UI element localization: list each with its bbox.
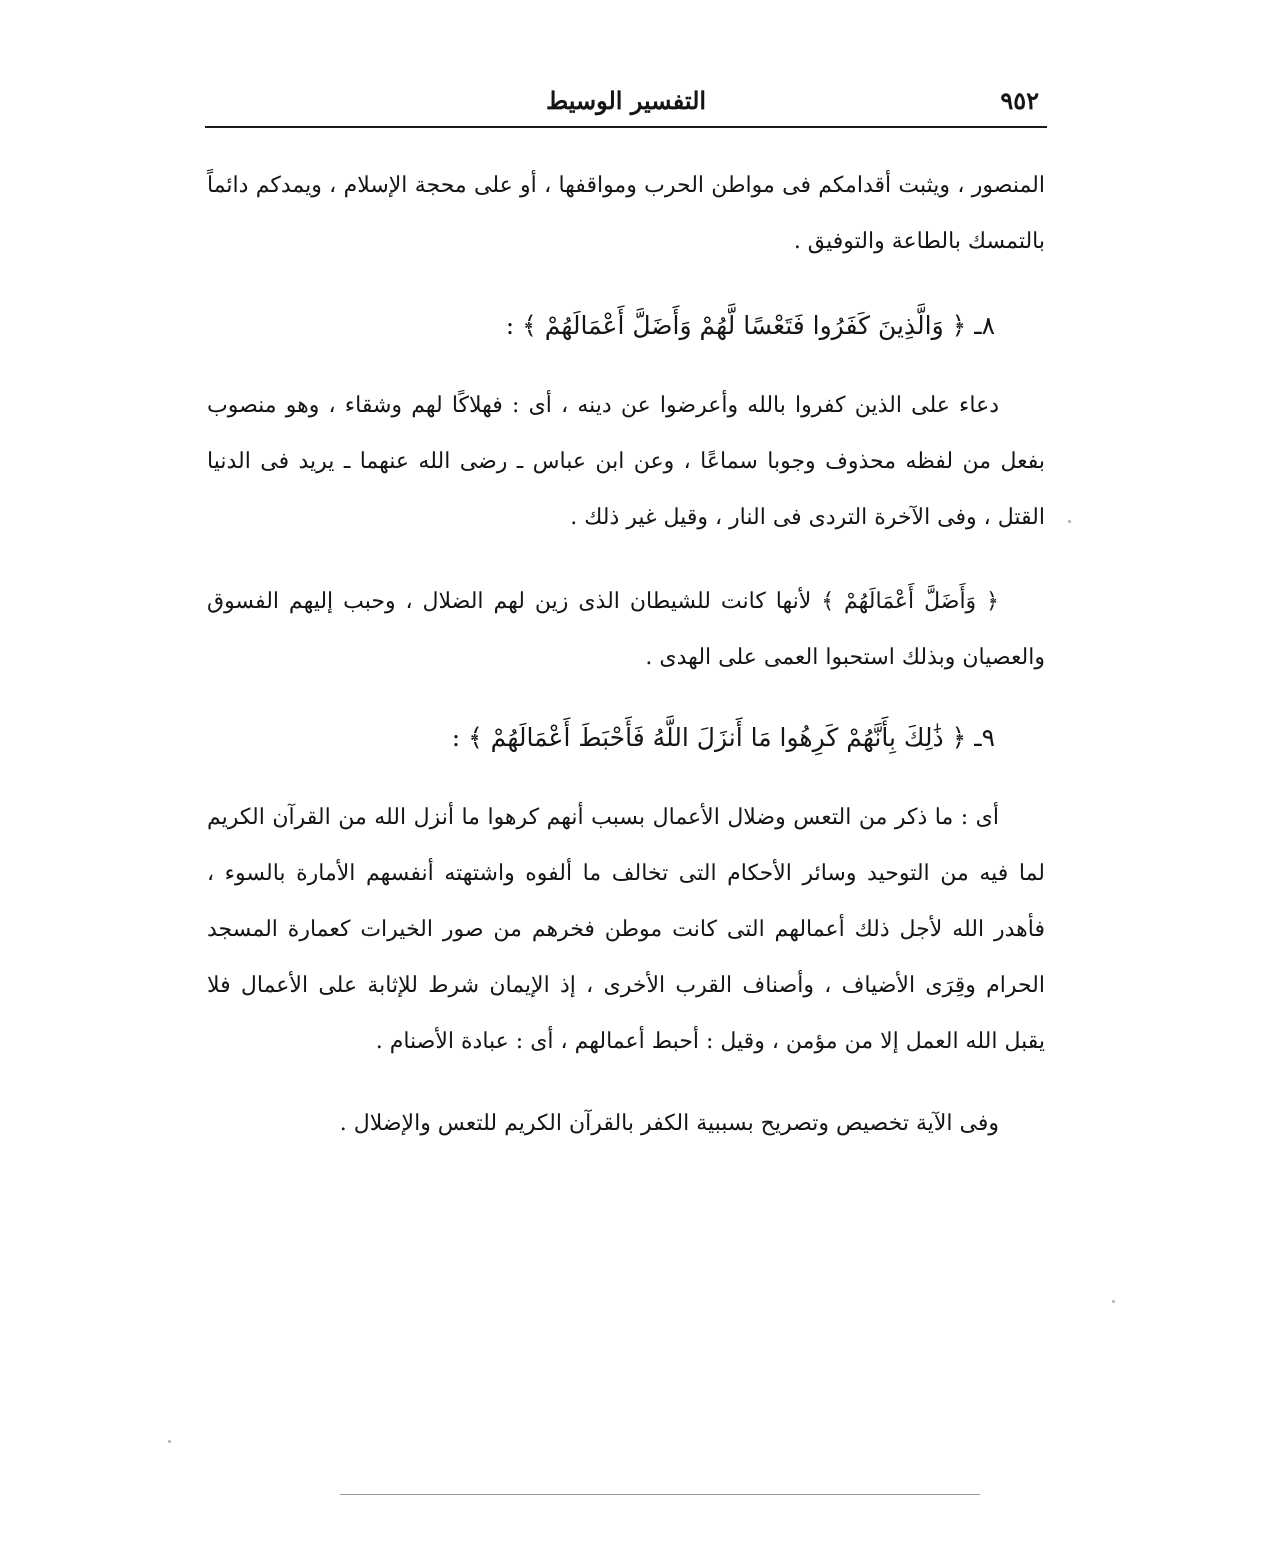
scan-speck (1068, 520, 1071, 523)
scan-speck (168, 1440, 171, 1443)
paragraph-commentary-9: أى : ما ذكر من التعس وضلال الأعمال بسبب أنهم كرهوا ما أنزل الله من القرآن الكريم لما فيه من التوحيد وسائر الأحكام التى تخالف ما ألفوه واشتهته أنفسهم الأمارة بالسوء ، فأهدر الله لأجل ذلك أعمالهم التى كانت موطن فخرهم من صور الخيرات كعمارة المسجد الحرام وقِرَى الأضياف ، وأصناف القرب الأخرى ، إذ الإيمان شرط للإثابة على الأعمال فلا يقبل الله العمل إلا من مؤمن ، وقيل : أحبط أعمالهم ، أى : عبادة الأصنام . (207, 805, 1045, 1054)
running-title: التفسير الوسيط (545, 86, 707, 115)
paragraph-continuation: المنصور ، ويثبت أقدامكم فى مواطن الحرب ومواقفها ، أو على محجة الإسلام ، ويمدكم دائماً بالتمسك بالطاعة والتوفيق . (207, 173, 1045, 254)
header-rule (205, 126, 1047, 128)
page-header (205, 82, 1047, 128)
paragraph-commentary-8: دعاء على الذين كفروا بالله وأعرضوا عن دينه ، أى : فهلاكًا لهم وشقاء ، وهو منصوب بفعل من لفظه محذوف وجوبا سماعًا ، وعن ابن عباس ـ رضى الله عنهما ـ يريد فى الدنيا القتل ، وفى الآخرة التردى فى النار ، وقيل غير ذلك . (207, 393, 1045, 530)
footer-rule (340, 1494, 980, 1495)
paragraph-commentary-8b: ﴿ وَأَضَلَّ أَعْمَالَهُمْ ﴾ لأنها كانت للشيطان الذى زين لهم الضلال ، وحبب إليهم الفسوق والعصيان وبذلك استحبوا العمى على الهدى . (207, 589, 1045, 670)
verse-heading-8: ٨ـ ﴿ وَالَّذِينَ كَفَرُوا فَتَعْسًا لَّهُمْ وَأَضَلَّ أَعْمَالَهُمْ ﴾ : (505, 311, 995, 340)
page-number: ٩٥٢ (1000, 86, 1039, 115)
paragraph-conclusion: وفى الآية تخصيص وتصريح بسببية الكفر بالقرآن الكريم للتعس والإضلال . (339, 1111, 999, 1136)
scan-speck (1112, 1300, 1115, 1303)
verse-heading-9: ٩ـ ﴿ ذَٰلِكَ بِأَنَّهُمْ كَرِهُوا مَا أَنزَلَ اللَّهُ فَأَحْبَطَ أَعْمَالَهُمْ ﴾ : (451, 723, 995, 752)
